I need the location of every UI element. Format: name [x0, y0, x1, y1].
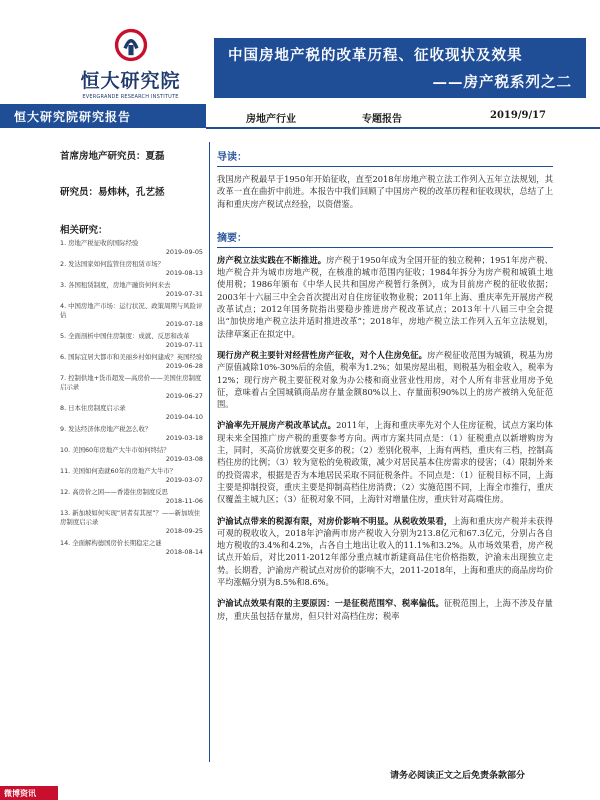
- related-research-item[interactable]: [60, 260, 203, 278]
- report-series-label: 恒大研究院研究报告: [0, 104, 206, 128]
- summary-paragraphs: [217, 254, 553, 622]
- related-research-text: 10. 美国60年房地产大牛市如何终结？: [60, 446, 170, 454]
- title-banner: [214, 38, 586, 98]
- guide-text: 我国房产税最早于1950年开始征收，直至2018年房地产税立法工作列入五年立法规划，其改革一直在曲折中前进。本报告中我们回顾了中国房产税的改革历程和征收现状，总结了上海和重庆房产税试点经验，以资借鉴。: [217, 174, 553, 209]
- related-research-item[interactable]: [60, 488, 203, 506]
- report-type-label: 专题报告: [362, 114, 402, 125]
- related-research-date: 2019-07-18: [165, 320, 203, 328]
- summary-paragraph-body: 2011年，上海和重庆率先对个人住房征税，试点方案均体现未来全国推广房产税的重要参考方向。两市方案共同点是：（1）征税重点以新增购房为主，同时，买高价房就要交更多的税；（2）差别化税率，上海有两档，重庆有三档，控制高档住房的比例；（3）较为宽松的免税政策，减少对居民基本住房需求的侵害；（4）限制外来的投资需求，根据是否为本地居民采取不同征税条件。不同点是：（1）征税目标不同，上海主要是抑制投资，重庆主要是抑制高档住房消费；（2）实施范围不同，上海全市推行，重庆仅覆盖主城九区；（3）征税对象不同，上海针对增量住房，重庆针对高端住房。: [217, 420, 553, 505]
- summary-paragraph-body: 征税范围上，上海不涉及存量房，重庆虽包括存量房，但只针对高档住房；税率: [217, 598, 553, 621]
- related-research-date: 2019-04-10: [165, 413, 203, 421]
- guide-heading: 导读：: [217, 152, 247, 163]
- related-research-item[interactable]: [60, 425, 203, 443]
- summary-paragraph: [217, 515, 553, 589]
- related-research-text: 9. 发达经济体房地产税怎么收？: [60, 425, 152, 433]
- related-research-text: 12. 高房价之困——香港住房制度反思: [60, 488, 169, 496]
- chief-researcher: 首席房地产研究员：夏磊: [60, 151, 165, 162]
- related-research-item[interactable]: [60, 239, 203, 257]
- disclaimer-note: 请务必阅读正文之后免责条款部分: [390, 771, 526, 781]
- main-content: [217, 148, 553, 748]
- related-research-item[interactable]: [60, 446, 203, 464]
- related-research-text: 7. 控制供地+货币超发—高房价——美国住房制度启示录: [60, 374, 202, 391]
- report-date: 2019/9/17: [490, 110, 547, 121]
- related-research-title: 相关研究：: [60, 225, 108, 236]
- industry-label: 房地产行业: [246, 114, 296, 125]
- summary-paragraph-lead: 沪渝试点效果有限的主要原因：一是征税范围窄、税率偏低。: [217, 598, 444, 609]
- summary-paragraph-lead: 现行房产税主要针对经营性房产征收，对个人住房免征。: [217, 349, 428, 360]
- evergrande-logo-icon: [114, 28, 148, 62]
- related-research-text: 13. 新加坡如何实现“居者有其屋”？——新加坡住房制度启示录: [60, 509, 201, 526]
- related-research-list: [60, 239, 203, 557]
- corner-tag: 微博资讯: [0, 786, 58, 800]
- related-research-item[interactable]: [60, 302, 203, 329]
- related-research-date: 2019-06-28: [165, 362, 203, 370]
- related-research-text: 4. 中国房地产市场：运行状况、政策周期与风险评估: [60, 302, 203, 319]
- related-research-item[interactable]: [60, 281, 203, 299]
- related-research-item[interactable]: [60, 374, 203, 401]
- section-divider: [217, 247, 553, 248]
- related-research-text: 2. 发达国家如何监管住房租赁市场？: [60, 260, 164, 268]
- related-research-item[interactable]: [60, 467, 203, 485]
- related-research-date: 2018-08-14: [165, 548, 203, 556]
- summary-paragraph-body: 房产税征收范围为城镇，税基为房产原值减除10%-30%后的余值，税率为1.2%；如果房屋出租，则税基为租金收入，税率为12%；现行房产税主要征税对象为办公楼和商业营业性用房，对个人所有非营业用房予免征，意味着占全国城镇商品房存量金额80%以上、存量面积90%以上的房产被纳入免征范围。: [217, 349, 553, 410]
- summary-heading: 摘要：: [217, 232, 247, 244]
- sidebar: [60, 142, 210, 762]
- summary-paragraph: [217, 419, 553, 505]
- related-research-date: 2019-09-05: [165, 248, 203, 256]
- related-research-item[interactable]: [60, 509, 203, 536]
- related-research-item[interactable]: [60, 404, 203, 422]
- related-research-date: 2019-03-07: [165, 476, 203, 484]
- researchers: 研究员：易炜林，孔艺拯: [60, 187, 165, 198]
- related-research-date: 2019-07-11: [165, 341, 203, 349]
- related-research-text: 1. 房地产税征收的国际经验: [60, 239, 139, 247]
- related-research-text: 8. 日本住房制度启示录: [60, 404, 126, 412]
- related-research-text: 3. 各国租赁制度，房地产融资何何来去: [60, 281, 171, 289]
- report-info-bar: [0, 104, 600, 128]
- related-research-text: 6. 国际宜居大都市和美丽乡村如何建成？英国经验: [60, 353, 203, 361]
- summary-paragraph-body: 房产税于1950年成为全国开征的独立税种；1951年房产税、地产税合并为城市房地产税，在核准的城市范围内征收；1984年拆分为房产税和城镇土地使用税；1986年颁布《中华人民共和国房产税暂行条例》，成为目前房产税的征收依据；2003年十六届三中全会首次提出对自住房征收物业税；2011年上海、重庆率先开展房产税改革试点；2012年国务院指出要稳步推进房产税改革试点；2013年十八届三中全会提出“加快房地产税立法并适时推进改革”；2018年，房地产税立法工作列入五年立法规划，法律草案正在拟定中。: [217, 254, 553, 339]
- related-research-date: 2019-03-18: [165, 434, 203, 442]
- summary-paragraph: [217, 349, 553, 410]
- summary-paragraph-lead: 沪渝试点带来的税源有限，对房价影响不明显。从税收效果看，: [217, 515, 453, 526]
- related-research-item[interactable]: [60, 332, 203, 350]
- related-research-item[interactable]: [60, 353, 203, 371]
- report-title: 中国房地产税的改革历程、征收现状及效果: [228, 47, 523, 64]
- related-research-date: 2019-06-27: [165, 392, 203, 400]
- logo: [58, 28, 203, 106]
- related-research-date: 2018-11-06: [165, 497, 203, 505]
- report-subtitle: ——房产税系列之二: [432, 74, 572, 91]
- summary-paragraph-body: 上海和重庆房产税并未获得可观的税收收入，2018年沪渝两市房产税收入分别为213.8亿元和67.3亿元，分别占各自地方税收的3.4%和4.2%，占各自土地出让收入的11.1%和3.2%。从市场效果看，房产税试点开始后，对比2011-2012年部分重点城市新建商品住宅价格指数，沪渝未出现独立走势。长期看，沪渝房产税试点对房价的影响不大，2011-2018年，上海和重庆的商品房均价平均涨幅分别为8.5%和8.6%。: [217, 515, 553, 588]
- related-research-text: 5. 全面剖析中国住房制度：成就、反思和改革: [60, 332, 190, 340]
- section-divider: [217, 166, 553, 167]
- related-research-date: 2018-09-25: [165, 527, 203, 535]
- related-research-date: 2019-08-13: [165, 269, 203, 277]
- report-header: [0, 0, 600, 130]
- logo-english-name: EVERGRANDE RESEARCH INSTITUTE: [82, 94, 179, 100]
- related-research-item[interactable]: [60, 539, 203, 557]
- related-research-date: 2019-03-08: [165, 455, 203, 463]
- summary-paragraph: [217, 254, 553, 340]
- header-divider: [206, 127, 600, 129]
- logo-name: 恒大研究院: [80, 70, 181, 92]
- summary-paragraph-lead: 沪渝率先开展房产税改革试点。: [217, 420, 337, 431]
- related-research-text: 14. 全面解构德国房价长期稳定之谜: [60, 539, 162, 547]
- summary-paragraph-lead: 房产税立法实践在不断推进。: [217, 254, 327, 265]
- related-research-text: 11. 美国如何造就60年的房地产大牛市？: [60, 467, 177, 475]
- related-research-date: 2019-07-31: [165, 290, 203, 298]
- summary-paragraph: [217, 597, 553, 622]
